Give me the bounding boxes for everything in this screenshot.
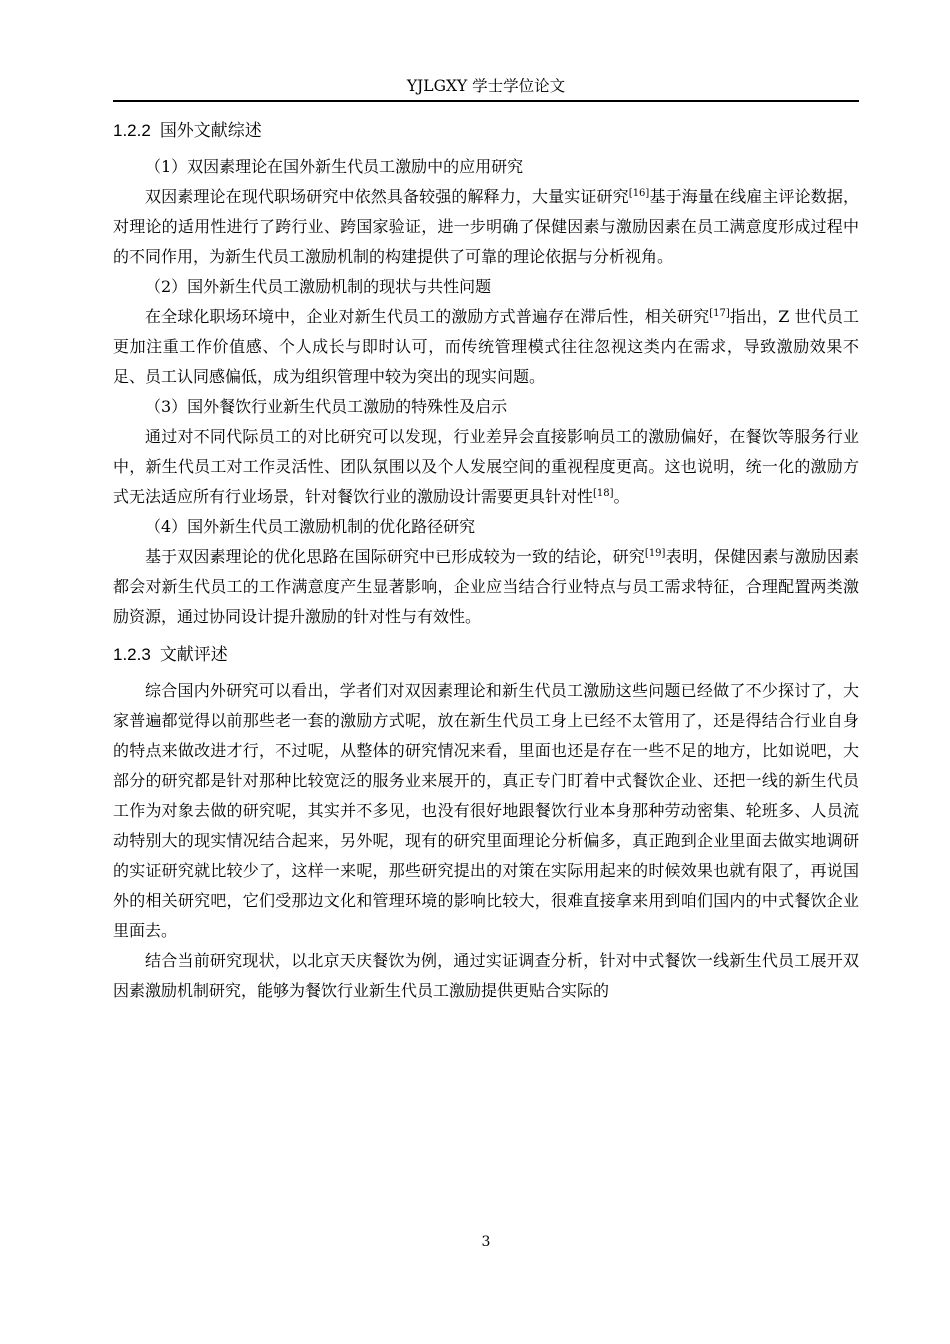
section-heading-1-2-3 bbox=[113, 640, 859, 670]
citation-16: [16] bbox=[628, 188, 650, 199]
page-content bbox=[113, 116, 859, 1006]
paragraph-review-2: 结合当前研究现状，以北京天庆餐饮为例，通过实证调查分析，针对中式餐饮一线新生代员工展开双因素激励机制研究，能够为餐饮行业新生代员工激励提供更贴合实际的 bbox=[113, 951, 859, 1000]
section-heading-1-2-2 bbox=[113, 116, 859, 146]
page-number: 3 bbox=[481, 1234, 491, 1250]
paragraph-review-1: 综合国内外研究可以看出，学者们对双因素理论和新生代员工激励这些问题已经做了不少探讨了，大家普遍都觉得以前那些老一套的激励方式呢，放在新生代员工身上已经不太管用了，还是得结合行业自身的特点来做改进才行，不过呢，从整体的研究情况来看，里面也还是存在一些不足的地方，比如说吧，大部分的研究都是针对那种比较宽泛的服务业来展开的，真正专门盯着中式餐饮企业、还把一线的新生代员工作为对象去做的研究呢，其实并不多见，也没有很好地跟餐饮行业本身那种劳动密集、轮班多、人员流动特别大的现实情况结合起来，另外呢，现有的研究里面理论分析偏多，真正跑到企业里面去做实地调研的实证研究就比较少了，这样一来呢，那些研究提出的对策在实际用起来的时候效果也就有限了，再说国外的相关研究吧，它们受那边文化和管理环境的影响比较大，很难直接拿来用到咱们国内的中式餐饮企业里面去。 bbox=[113, 681, 859, 940]
section-number: 1.2.3 bbox=[113, 645, 151, 664]
subheading-2: （2）国外新生代员工激励机制的现状与共性问题 bbox=[145, 277, 492, 296]
section-title: 文献评述 bbox=[159, 645, 228, 665]
paragraph-4: 基于双因素理论的优化思路在国际研究中已形成较为一致的结论，研究[19]表明，保健因素与激励因素都会对新生代员工的工作满意度产生显著影响，企业应当结合行业特点与员工需求特征，合理配置两类激励资源，通过协同设计提升激励的针对性与有效性。 bbox=[113, 547, 859, 626]
subheading-4: （4）国外新生代员工激励机制的优化路径研究 bbox=[145, 517, 476, 536]
subheading-1: （1）双因素理论在国外新生代员工激励中的应用研究 bbox=[145, 157, 524, 176]
running-header: YJLGXY 学士学位论文 bbox=[406, 77, 566, 95]
citation-18: [18] bbox=[593, 488, 614, 499]
paragraph-3: 通过对不同代际员工的对比研究可以发现，行业差异会直接影响员工的激励偏好，在餐饮等服务行业中，新生代员工对工作灵活性、团队氛围以及个人发展空间的重视程度更高。这也说明，统一化的激励方式无法适应所有行业场景，针对餐饮行业的激励设计需要更具针对性[18]。 bbox=[113, 427, 859, 506]
section-number: 1.2.2 bbox=[113, 121, 151, 140]
header-rule bbox=[113, 100, 859, 102]
citation-17: [17] bbox=[709, 308, 730, 319]
section-title: 国外文献综述 bbox=[159, 121, 262, 141]
paragraph-2: 在全球化职场环境中，企业对新生代员工的激励方式普遍存在滞后性，相关研究[17]指出，Z 世代员工更加注重工作价值感、个人成长与即时认可，而传统管理模式往往忽视这类内在需求，导致激励效果不足、员工认同感偏低，成为组织管理中较为突出的现实问题。 bbox=[113, 307, 859, 386]
subheading-3: （3）国外餐饮行业新生代员工激励的特殊性及启示 bbox=[145, 397, 508, 416]
citation-19: [19] bbox=[644, 548, 666, 559]
paragraph-1: 双因素理论在现代职场研究中依然具备较强的解释力，大量实证研究[16]基于海量在线雇主评论数据，对理论的适用性进行了跨行业、跨国家验证，进一步明确了保健因素与激励因素在员工满意度形成过程中的不同作用，为新生代员工激励机制的构建提供了可靠的理论依据与分析视角。 bbox=[113, 187, 859, 266]
